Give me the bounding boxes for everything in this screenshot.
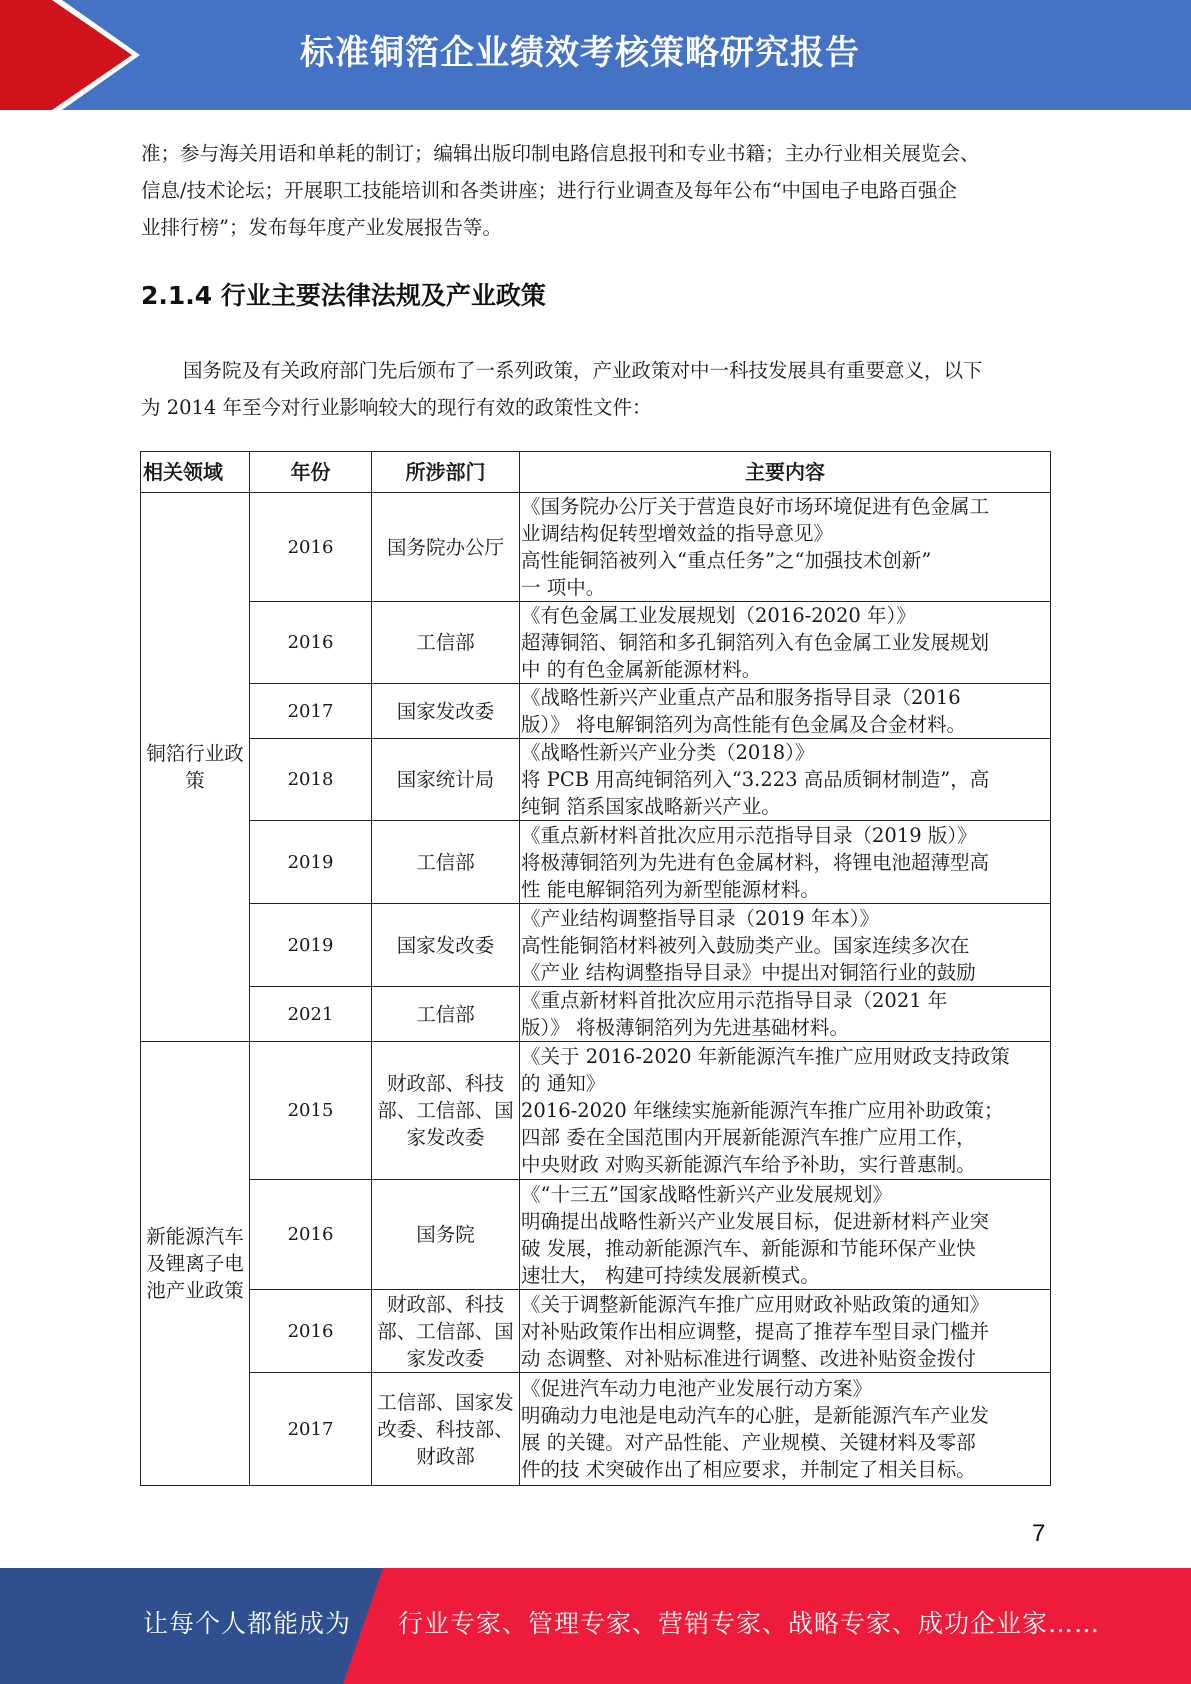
content-line: 中央财政 对购买新能源汽车给予补助，实行普惠制。 [521,1153,976,1176]
cell-content [520,904,1051,987]
cell-year: 2016 [250,602,372,684]
cell-content [520,684,1051,739]
section-heading: 2.1.4 行业主要法律法规及产业政策 [141,281,546,310]
table-row [141,684,1051,739]
cell-year: 2016 [250,1180,372,1290]
cell-year: 2016 [250,1290,372,1373]
cell-department: 工信部 [372,821,520,904]
content-line: 破 发展，推动新能源汽车、新能源和节能环保产业快 [521,1236,976,1260]
content-line: 版）》 将极薄铜箔列为先进基础材料。 [521,1016,849,1039]
footer-slogan-left: 让每个人都能成为 [143,1609,352,1638]
content-line: 《产业 结构调整指导目录》中提出对铜箔行业的鼓励 [521,960,976,984]
table-body [141,493,1051,1486]
content-line: 速壮大， 构建可持续发展新模式。 [521,1263,820,1287]
cell-department: 国务院办公厅 [372,493,520,602]
cell-department: 国家发改委 [372,904,520,987]
table-row [141,739,1051,821]
cell-department: 财政部、科技部、工信部、国 家发改委 [372,1290,520,1373]
content-line: 版）》 将电解铜箔列为高性能有色金属及合金材料。 [521,713,966,736]
content-line: 动 态调整、对补贴标准进行调整、改进补贴资金拨付 [521,1346,976,1370]
content-line: 《战略性新兴产业分类（2018）》 [521,741,815,764]
cell-year: 2021 [250,987,372,1042]
cell-department: 国务院 [372,1180,520,1290]
table-row [141,987,1051,1042]
content-line: 《重点新材料首批次应用示范指导目录（2019 版）》 [521,823,977,847]
cell-content [520,493,1051,602]
cell-content [520,602,1051,684]
report-title: 标准铜箔企业绩效考核策略研究报告 [300,33,860,73]
text-line: 国务院及有关政府部门先后颁布了一系列政策，产业政策对中一科技发展具有重要意义，以下 [183,359,983,382]
cell-content [520,1042,1051,1180]
content-line: 一 项中。 [521,576,606,599]
table-row [141,821,1051,904]
column-header-department: 所涉部门 [372,452,520,493]
cell-year: 2017 [250,1373,372,1486]
content-line: 《产业结构调整指导目录（2019 年本）》 [521,906,880,930]
table-row [141,1373,1051,1486]
content-line: 《关于调整新能源汽车推广应用财政补贴政策的通知》 [521,1292,990,1316]
cell-area: 铜箔行业政策 [141,493,250,1042]
content-line: 2016-2020 年继续实施新能源汽车推广应用补助政策； [521,1099,1004,1122]
content-line: 《战略性新兴产业重点产品和服务指导目录（2016 [521,686,961,709]
cell-content [520,739,1051,821]
content-line: 性 能电解铜箔列为新型能源材料。 [521,877,820,901]
text-line: 信息/技术论坛；开展职工技能培训和各类讲座；进行行业调查及每年公布“中国电子电路百强企 [141,179,958,202]
content-line: 件的技 术突破作出了相应要求，并制定了相关目标。 [521,1458,976,1481]
text-line: 业排行榜”；发布每年度产业发展报告等。 [141,216,502,239]
section-paragraph [141,352,1051,426]
cell-year: 2016 [250,493,372,602]
cell-department: 财政部、科技部、工信部、国 家发改委 [372,1042,520,1180]
cell-department: 工信部 [372,987,520,1042]
header-red-chevron-shape [0,0,148,110]
cell-department: 工信部、国家发 改委、科技部、 财政部 [372,1373,520,1486]
cell-year: 2019 [250,821,372,904]
content-line: 《关于 2016-2020 年新能源汽车推广应用财政支持政策 [521,1045,1010,1068]
page-number: 7 [1032,1520,1046,1547]
table-row [141,1042,1051,1180]
policy-table [140,451,1051,1486]
column-header-year: 年份 [250,452,372,493]
cell-department: 国家发改委 [372,684,520,739]
content-line: 高性能铜箔材料被列入鼓励类产业。国家连续多次在 [521,933,970,957]
content-line: 《“十三五”国家战略性新兴产业发展规划》 [521,1182,892,1206]
content-line: 对补贴政策作出相应调整，提高了推荐车型目录门槛并 [521,1319,990,1343]
cell-content [520,987,1051,1042]
table-row [141,493,1051,602]
content-line: 《促进汽车动力电池产业发展行动方案》 [521,1377,873,1400]
content-line: 纯铜 箔系国家战略新兴产业。 [521,795,781,818]
cell-department: 国家统计局 [372,739,520,821]
cell-content [520,1180,1051,1290]
cell-year: 2015 [250,1042,372,1180]
content-line: 将 PCB 用高纯铜箔列入“3.223 高品质铜材制造”，高 [521,768,990,791]
cell-content [520,1290,1051,1373]
page-header [0,0,1191,110]
table-row [141,602,1051,684]
content-line: 四部 委在全国范围内开展新能源汽车推广应用工作， [521,1126,976,1149]
content-line: 《国务院办公厅关于营造良好市场环境促进有色金属工 [521,495,990,518]
table-row [141,1180,1051,1290]
footer-slogan-right: 行业专家、管理专家、营销专家、战略专家、成功企业家…… [398,1609,1101,1638]
content-line: 《重点新材料首批次应用示范指导目录（2021 年 [521,989,948,1012]
cell-content [520,821,1051,904]
table-row [141,1290,1051,1373]
table-header-row [141,452,1051,493]
content-line: 明确提出战略性新兴产业发展目标，促进新材料产业突 [521,1209,990,1233]
content-line: 将极薄铜箔列为先进有色金属材料，将锂电池超薄型高 [521,850,990,874]
content-line: 的 通知》 [521,1072,606,1095]
content-line: 《有色金属工业发展规划（2016-2020 年）》 [521,604,916,627]
text-line: 为 2014 年至今对行业影响较大的现行有效的政策性文件： [141,396,652,419]
cell-department: 工信部 [372,602,520,684]
text-line: 准；参与海关用语和单耗的制订；编辑出版印制电路信息报刊和专业书籍；主办行业相关展览会、 [141,142,980,165]
cell-year: 2018 [250,739,372,821]
page-footer [0,1568,1191,1684]
table-row [141,904,1051,987]
cell-content [520,1373,1051,1486]
content-line: 高性能铜箔被列入“重点任务”之“加强技术创新” [521,549,932,572]
content-line: 明确动力电池是电动汽车的心脏，是新能源汽车产业发 [521,1404,990,1427]
column-header-area: 相关领域 [141,452,250,493]
cell-area: 新能源汽车及锂离子电池产业政策 [141,1042,250,1486]
cell-year: 2017 [250,684,372,739]
cell-year: 2019 [250,904,372,987]
content-line: 展 的关键。对产品性能、产业规模、关键材料及零部 [521,1431,976,1454]
intro-paragraph [141,135,1051,246]
content-line: 中 的有色金属新能源材料。 [521,658,762,681]
content-line: 业调结构促转型增效益的指导意见》 [521,522,834,545]
content-line: 超薄铜箔、铜箔和多孔铜箔列入有色金属工业发展规划 [521,631,990,654]
column-header-content: 主要内容 [520,452,1051,493]
